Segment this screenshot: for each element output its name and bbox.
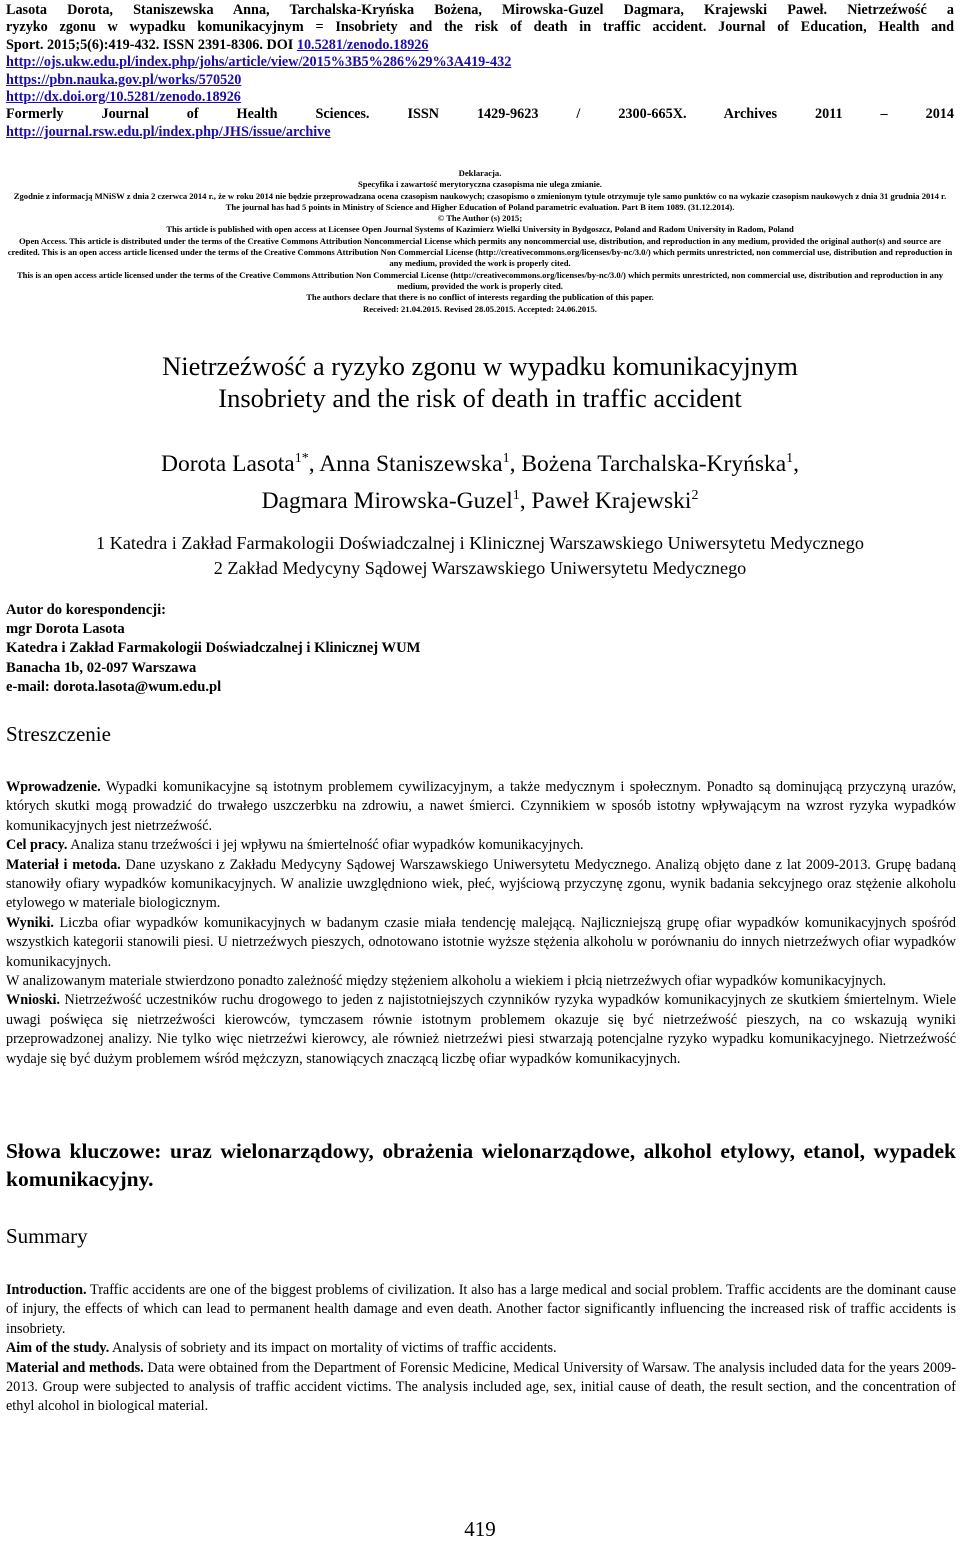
section-text: Liczba ofiar wypadków komunikacyjnych w badanym czasie miała tendencję malejącą. Najliczniejszą grupę ofiar wypadków komunikacyjnych spośród wszystkich kategorii stanowili piesi. U nietrzeźwych pieszych, odnotowano istotnie wyższe stężenia alkoholu w porównaniu do innych nietrzeźwych ofiar wypadków komunikacyjnych. — [6, 914, 956, 970]
abstract-paragraph — [6, 1339, 956, 1358]
mnisw-note: Zgodnie z informacją MNiSW z dnia 2 czerwca 2014 r., że w roku 2014 nie będzie przeprowadzana ocena czasopism naukowych; czasopismo o zmienionym tytule otrzymuje tyle samo punktów co na wykazie czasopism naukowych z dnia 31 grudnia 2014 r. — [13, 190, 947, 201]
section-label: Wnioski. — [6, 992, 61, 1009]
section-text: Dane uzyskano z Zakładu Medycyny Sądowej Warszawskiego Uniwersytetu Medycznego. Analizą objęto dane z lat 2009-2013. Grupę badaną stanowiły ofiary wypadków komunikacyjnych. W analizie uwzględniono wiek, płeć, wyjściową przyczynę zgonu, wynik badania sekcyjnego oraz stężenie alkoholu etylowego w materiale biologicznym. — [6, 856, 957, 912]
abstract-paragraph — [6, 856, 956, 914]
section-text: Data were obtained from the Department of Forensic Medicine, Medical University of Warsaw. The analysis included data for the years 2009-2013. Group were subjected to analysis of traffic accident victims. The analysis included age, sex, initial cause of death, the result section, and the concentration of ethyl alcohol in biological material. — [6, 1359, 956, 1415]
section-text: Nietrzeźwość uczestników ruchu drogowego to jeden z najistotniejszych czynników ryzyka wypadków komunikacyjnych ze skutkiem śmiertelnym. Wiele uwagi poświęca się nietrzeźwości kierowców, tymczasem równie istotnym problemem okazuje się być nietrzeźwość pieszych, na co wskazują wyniki przeprowadzonej analizy. Nie tylko więc nietrzeźwi kierowcy, ale również nietrzeźwi piesi stwarzają potencjalne ryzyko wypadku komunikacyjnego. Nietrzeźwość wydaje się być dużym problemem wśród mężczyzn, stanowiących znaczącą liczbę ofiar wypadków komunikacyjnych. — [6, 992, 956, 1067]
abstract-paragraph: W analizowanym materiale stwierdzono ponadto zależność między stężeniem alkoholu a wiekiem i płcią nietrzeźwych ofiar wypadków komunikacyjnych. — [6, 973, 887, 990]
streszczenie-heading: Streszczenie — [6, 722, 111, 746]
ojs-link[interactable]: http://ojs.ukw.edu.pl/index.php/johs/article/view/2015%3B5%286%29%3A419-432 — [6, 54, 512, 71]
abstract-paragraph — [6, 836, 956, 855]
open-access-note: This article is published with open access at Licensee Open Journal Systems of Kazimierz Wielki University in Bydgoszcz, Poland and Radom University in Radom, Poland — [166, 224, 794, 235]
summary-heading: Summary — [6, 1224, 88, 1248]
author-sup: 1 — [502, 451, 510, 466]
section-text: Analysis of sobriety and its impact on mortality of victims of traffic accidents. — [109, 1340, 557, 1357]
correspondence-email: e-mail: dorota.lasota@wum.edu.pl — [6, 678, 222, 695]
author-name: , Paweł Krajewski — [519, 487, 692, 514]
citation-line: Lasota Dorota, Staniszewska Anna, Tarchalska-Kryńska Bożena, Mirowska-Guzel Dagmara, Krajewski Paweł. Nietrzeźwość a — [6, 2, 954, 18]
deklaracja-note: Deklaracja. — [458, 168, 502, 178]
section-label: Material and methods. — [6, 1359, 144, 1376]
author-sup: 1 — [786, 451, 794, 466]
section-label: Materiał i metoda. — [6, 856, 121, 873]
abstract-paragraph — [6, 914, 956, 972]
journal-notes — [4, 168, 956, 315]
author-name: , Bożena Tarchalska-Kryńska — [509, 450, 787, 477]
dx-doi-link[interactable]: http://dx.doi.org/10.5281/zenodo.18926 — [6, 89, 241, 106]
page-number: 419 — [464, 1517, 496, 1541]
article-title — [0, 350, 960, 414]
copyright-note: © The Author (s) 2015; — [437, 213, 523, 224]
title-polish: Nietrzeźwość a ryzyko zgonu w wypadku komunikacyjnym — [162, 351, 798, 381]
abstract-paragraph — [6, 1359, 956, 1417]
affiliation-1: 1 Katedra i Zakład Farmakologii Doświadczalnej i Klinicznej Warszawskiego Uniwersytetu Medycznego — [96, 533, 864, 553]
affiliations — [0, 531, 960, 581]
specyfika-note: Specyfika i zawartość merytoryczna czasopisma nie ulega zmianie. — [358, 179, 602, 190]
doi-link[interactable]: 10.5281/zenodo.18926 — [296, 36, 429, 53]
correspondence-label: Autor do korespondencji: — [6, 602, 167, 618]
author-name: , Anna Staniszewska — [308, 450, 503, 477]
abstract-paragraph — [6, 1281, 956, 1339]
license-note-2: This is an open access article licensed under the terms of the Creative Commons Attribution Non Commercial License (http://creativecommons.org/licenses/by-nc/3.0/) which permits unrestricted, non commercial use, distribution and reproduction in any medium, provided the work is properly cited. — [16, 269, 944, 291]
section-label: Cel pracy. — [6, 837, 68, 854]
conflict-note: The authors declare that there is no conflict of interests regarding the publication of this paper. — [306, 292, 654, 303]
correspondence-address: Banacha 1b, 02-097 Warszawa — [6, 659, 197, 676]
points-note: The journal has had 5 points in Ministry of Science and Higher Education of Poland parametric evaluation. Part B item 1089. (31.12.2014). — [225, 201, 735, 212]
author-list — [0, 443, 960, 517]
correspondence-block — [6, 601, 946, 697]
citation-line — [6, 37, 954, 54]
section-text: Analiza stanu trzeźwości i jej wpływu na śmiertelność ofiar wypadków komunikacyjnych. — [67, 837, 584, 854]
keywords: Słowa kluczowe: uraz wielonarządowy, obrażenia wielonarządowe, alkohol etylowy, etanol, wypadek komunikacyjny. — [6, 1139, 956, 1191]
section-label: Wprowadzenie. — [6, 779, 101, 795]
correspondence-name: mgr Dorota Lasota — [6, 621, 125, 638]
license-note: Open Access. This article is distributed under the terms of the Creative Commons Attribution Noncommercial License which permits any noncommercial use, distribution, and reproduction in any medium, provided the original author(s) and source are credited. This is an open access article licensed under the terms of the Creative Commons Attribution Non Commercial License (http://creativecommons.org/licenses/by-nc/3.0/) which permits unrestricted, non commercial use, distribution and reproduction in any medium, provided the work is properly cited. — [7, 235, 953, 269]
author-sup: 1* — [294, 451, 309, 466]
abstract-english — [6, 1281, 956, 1417]
title-english: Insobriety and the risk of death in traffic accident — [218, 383, 742, 413]
citation-header — [6, 2, 954, 141]
section-text: Wypadki komunikacyjne są istotnym problemem cywilizacyjnym, a także medycznym i społecznym. Ponadto są dominującą przyczyną urazów, których skutki mogą prowadzić do trwałego uszczerbku na zdrowiu, a nawet śmierci. Czynnikiem w sposób istotny wpływającym na wzrost ryzyka wypadków komunikacyjnych jest nietrzeźwość. — [6, 779, 956, 834]
author-sup: 1 — [512, 487, 520, 503]
pbn-link[interactable]: https://pbn.nauka.gov.pl/works/570520 — [6, 71, 242, 88]
citation-line-prefix: Sport. 2015;5(6):419-432. ISSN 2391-8306. DOI — [6, 36, 297, 53]
dates-note: Received: 21.04.2015. Revised 28.05.2015. Accepted: 24.06.2015. — [363, 303, 597, 314]
formerly-line: Formerly Journal of Health Sciences. ISSN 1429-9623 / 2300-665X. Archives 2011 – 2014 — [6, 106, 954, 123]
citation-line: ryzyko zgonu w wypadku komunikacyjnym = Insobriety and the risk of death in traffic accident. Journal of Education, Health and — [6, 19, 954, 36]
author-sup: 2 — [691, 487, 699, 503]
author-name: Dorota Lasota — [160, 450, 295, 477]
author-sep: , — [793, 450, 800, 477]
section-text: Traffic accidents are one of the biggest problems of civilization. It also has a large medical and social problem. Traffic accidents are the dominant cause of injury, the effects of which can lead to permanent health damage and even death. Another factor significantly influencing the increased risk of traffic accidents is insobriety. — [6, 1282, 956, 1337]
abstract-paragraph — [6, 991, 956, 1069]
abstract-paragraph — [6, 778, 956, 836]
correspondence-dept: Katedra i Zakład Farmakologii Doświadczalnej i Klinicznej WUM — [6, 640, 421, 657]
section-label: Introduction. — [6, 1282, 87, 1298]
author-name: Dagmara Mirowska-Guzel — [261, 487, 513, 514]
archive-link[interactable]: http://journal.rsw.edu.pl/index.php/JHS/issue/archive — [6, 123, 331, 140]
abstract-polish — [6, 778, 956, 1069]
affiliation-2: 2 Zakład Medycyny Sądowej Warszawskiego Uniwersytetu Medycznego — [213, 558, 747, 578]
section-label: Wyniki. — [6, 914, 54, 931]
section-label: Aim of the study. — [6, 1340, 110, 1357]
